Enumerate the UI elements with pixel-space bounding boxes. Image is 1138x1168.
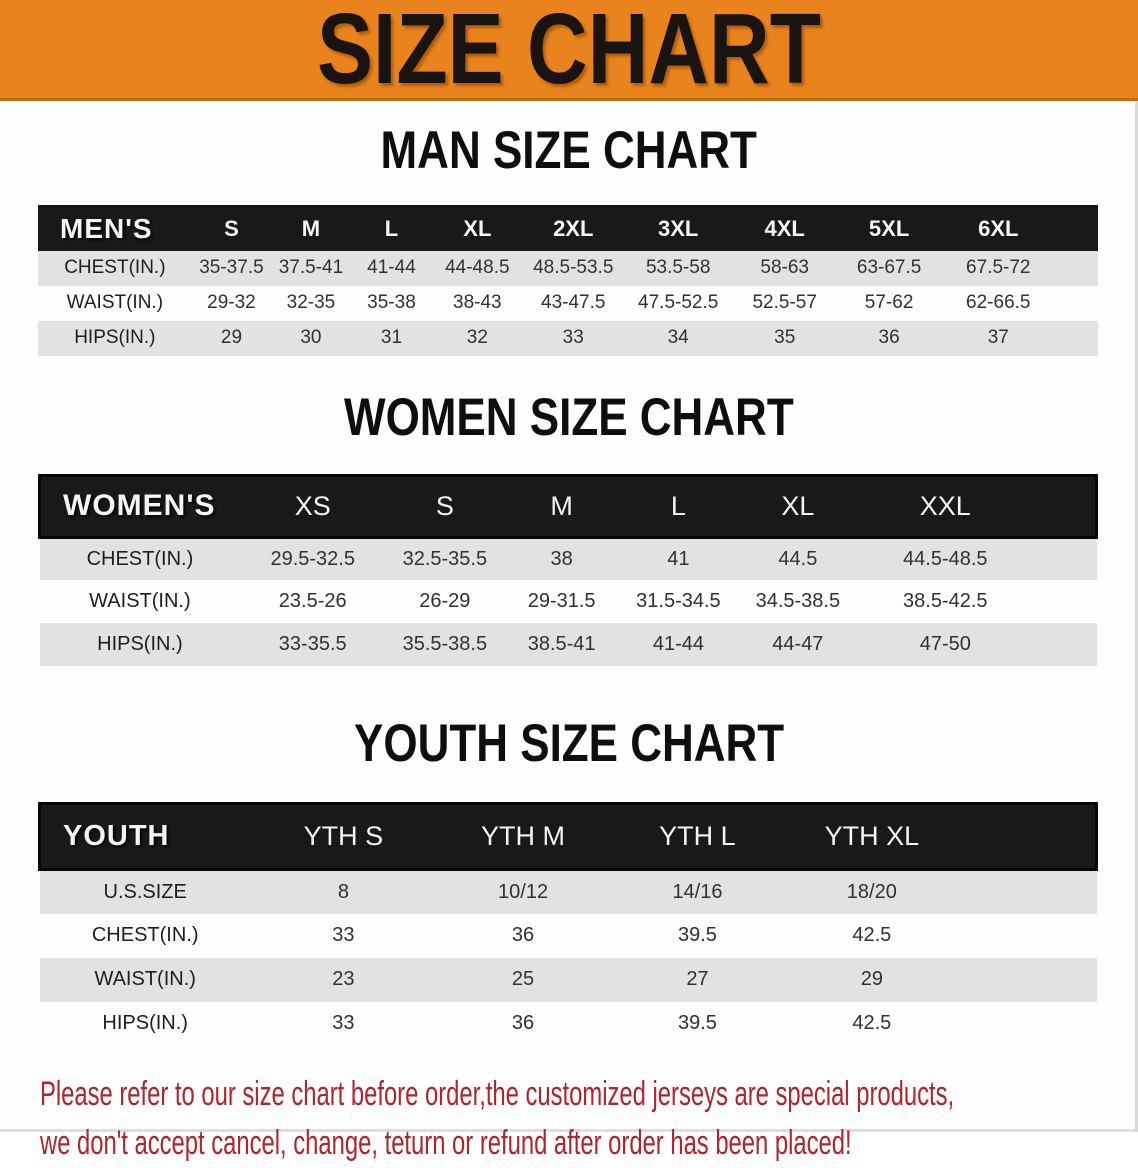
size-value-cell: 36 <box>878 327 900 348</box>
size-column-header: S <box>435 490 454 521</box>
size-value-cell: 57-62 <box>864 292 914 313</box>
size-value-cell: 41-44 <box>652 633 704 655</box>
size-value-cell: 25 <box>511 968 535 990</box>
size-value-cell: 36 <box>511 924 535 946</box>
size-value-cell: 48.5-53.5 <box>533 257 614 278</box>
measurement-row <box>38 321 1098 356</box>
size-value-cell: 67.5-72 <box>966 257 1031 278</box>
women-size-table <box>38 474 1098 667</box>
size-value-cell: 47.5-52.5 <box>638 292 719 313</box>
size-column-header: 4XL <box>764 216 805 242</box>
table-group-label: WOMEN'S <box>63 489 216 522</box>
size-value-cell: 31.5-34.5 <box>636 590 721 612</box>
size-value-cell: 38.5-41 <box>527 633 596 655</box>
size-value-cell: 29-31.5 <box>527 590 596 612</box>
measurement-row <box>40 914 1097 958</box>
measurement-row <box>40 1002 1097 1046</box>
youth-header-row <box>40 804 1097 870</box>
table-group-label: YOUTH <box>63 820 170 852</box>
size-column-header: S <box>224 216 239 242</box>
row-label: HIPS(IN.) <box>74 327 156 348</box>
spacer-cell <box>1033 623 1096 666</box>
size-value-cell: 29 <box>220 327 243 348</box>
size-value-cell: 44-47 <box>772 633 824 655</box>
size-value-cell: 42.5 <box>852 1012 892 1034</box>
spacer-cell <box>1056 286 1098 321</box>
size-column-header: YTH L <box>659 821 736 851</box>
disclaimer-line-1: Please refer to our size chart before order,the customized jerseys are special products, <box>40 1074 955 1113</box>
size-value-cell: 32-35 <box>286 292 336 313</box>
size-value-cell: 33 <box>562 327 584 348</box>
size-value-cell: 29.5-32.5 <box>270 547 355 570</box>
size-value-cell: 44-48.5 <box>445 257 510 278</box>
measurement-row <box>38 251 1098 286</box>
size-column-header: XXL <box>919 490 971 521</box>
size-value-cell: 31 <box>380 327 403 348</box>
size-value-cell: 39.5 <box>677 1012 717 1034</box>
size-value-cell: 23.5-26 <box>278 590 347 612</box>
size-value-cell: 18/20 <box>846 880 897 903</box>
size-value-cell: 58-63 <box>760 257 809 278</box>
row-label: WAIST(IN.) <box>66 292 164 313</box>
size-value-cell: 43-47.5 <box>541 292 606 313</box>
spacer-cell <box>1056 207 1098 251</box>
size-column-header: M <box>550 490 573 521</box>
size-column-header: YTH XL <box>824 821 920 851</box>
size-value-cell: 8 <box>337 880 349 903</box>
size-value-cell: 37 <box>987 327 1009 348</box>
spacer-cell <box>959 958 1096 1002</box>
spacer-cell <box>959 1002 1096 1046</box>
size-value-cell: 41 <box>667 547 690 570</box>
size-column-header: L <box>670 490 686 521</box>
size-value-cell: 44.5 <box>778 547 818 570</box>
size-value-cell: 38.5-42.5 <box>903 590 988 612</box>
size-column-header: XS <box>294 490 331 521</box>
measurement-row <box>40 580 1097 623</box>
order-disclaimer <box>40 1070 1138 1168</box>
size-value-cell: 33-35.5 <box>278 633 347 655</box>
size-value-cell: 63-67.5 <box>856 257 922 278</box>
disclaimer-line-2: we don't accept cancel, change, teturn or refund after order has been placed! <box>40 1123 852 1162</box>
size-value-cell: 23 <box>332 968 355 990</box>
youth-size-table <box>38 802 1098 1046</box>
row-label: HIPS(IN.) <box>97 633 183 655</box>
size-value-cell: 41-44 <box>367 257 416 278</box>
size-value-cell: 47-50 <box>919 633 971 655</box>
size-value-cell: 32 <box>466 327 488 348</box>
size-value-cell: 44.5-48.5 <box>903 547 988 570</box>
row-label: WAIST(IN.) <box>94 968 196 990</box>
spacer-cell <box>1056 321 1098 356</box>
size-value-cell: 34.5-38.5 <box>755 590 841 612</box>
size-value-cell: 29-32 <box>207 292 256 313</box>
spacer-cell <box>959 914 1096 958</box>
row-label: WAIST(IN.) <box>89 590 191 612</box>
size-value-cell: 35-37.5 <box>199 257 264 278</box>
size-value-cell: 30 <box>300 327 322 348</box>
banner-title: SIZE CHART <box>317 0 821 105</box>
size-column-header: 5XL <box>868 216 910 242</box>
spacer-cell <box>1033 537 1096 580</box>
row-label: CHEST(IN.) <box>91 924 199 946</box>
size-column-header: XL <box>463 216 492 242</box>
size-column-header: YTH S <box>303 821 384 851</box>
men-header-row <box>38 207 1098 251</box>
size-value-cell: 34 <box>667 327 689 348</box>
table-group-label: MEN'S <box>60 213 153 245</box>
size-value-cell: 62-66.5 <box>966 292 1031 313</box>
size-value-cell: 37.5-41 <box>278 257 344 278</box>
spacer-cell <box>959 804 1096 870</box>
women-section-heading <box>0 387 1138 456</box>
women-section-heading-text: WOMEN SIZE CHART <box>344 387 794 447</box>
size-value-cell: 52.5-57 <box>752 292 817 313</box>
size-value-cell: 33 <box>332 1012 355 1034</box>
measurement-row <box>40 537 1097 580</box>
size-column-header: 6XL <box>978 216 1019 242</box>
measurement-row <box>40 958 1097 1002</box>
spacer-cell <box>1033 580 1096 623</box>
men-section-heading <box>0 123 1138 189</box>
size-value-cell: 53.5-58 <box>645 257 711 278</box>
size-value-cell: 38-43 <box>453 292 502 313</box>
measurement-row <box>38 286 1098 321</box>
row-label: U.S.SIZE <box>103 880 187 903</box>
size-value-cell: 27 <box>686 968 709 990</box>
size-value-cell: 32.5-35.5 <box>402 547 488 570</box>
size-column-header: M <box>301 216 321 242</box>
banner <box>0 0 1138 105</box>
size-value-cell: 39.5 <box>677 924 717 946</box>
measurement-row <box>40 623 1097 666</box>
size-value-cell: 35.5-38.5 <box>402 633 488 655</box>
size-column-header: XL <box>781 490 815 521</box>
youth-section-heading-text: YOUTH SIZE CHART <box>353 714 785 773</box>
measurement-row <box>40 870 1097 914</box>
size-value-cell: 35 <box>774 327 796 348</box>
women-header-row <box>40 475 1097 537</box>
size-column-header: L <box>384 216 399 242</box>
spacer-cell <box>1056 251 1098 286</box>
size-column-header: 2XL <box>553 216 594 242</box>
row-label: CHEST(IN.) <box>86 547 194 570</box>
size-value-cell: 42.5 <box>852 924 892 946</box>
size-value-cell: 36 <box>511 1012 535 1034</box>
row-label: CHEST(IN.) <box>64 257 166 278</box>
size-value-cell: 35-38 <box>367 292 416 313</box>
row-label: HIPS(IN.) <box>102 1012 188 1034</box>
size-value-cell: 14/16 <box>672 880 723 903</box>
size-value-cell: 10/12 <box>498 880 549 903</box>
spacer-cell <box>959 870 1096 914</box>
size-column-header: 3XL <box>658 216 699 242</box>
spacer-cell <box>1033 475 1096 537</box>
size-value-cell: 33 <box>332 924 355 946</box>
size-value-cell: 26-29 <box>419 590 471 612</box>
size-value-cell: 29 <box>860 968 883 990</box>
men-section-heading-text: MAN SIZE CHART <box>380 121 758 180</box>
size-value-cell: 38 <box>550 547 573 570</box>
men-size-table <box>38 205 1098 356</box>
youth-section-heading <box>0 716 1138 782</box>
size-column-header: YTH M <box>481 821 566 851</box>
